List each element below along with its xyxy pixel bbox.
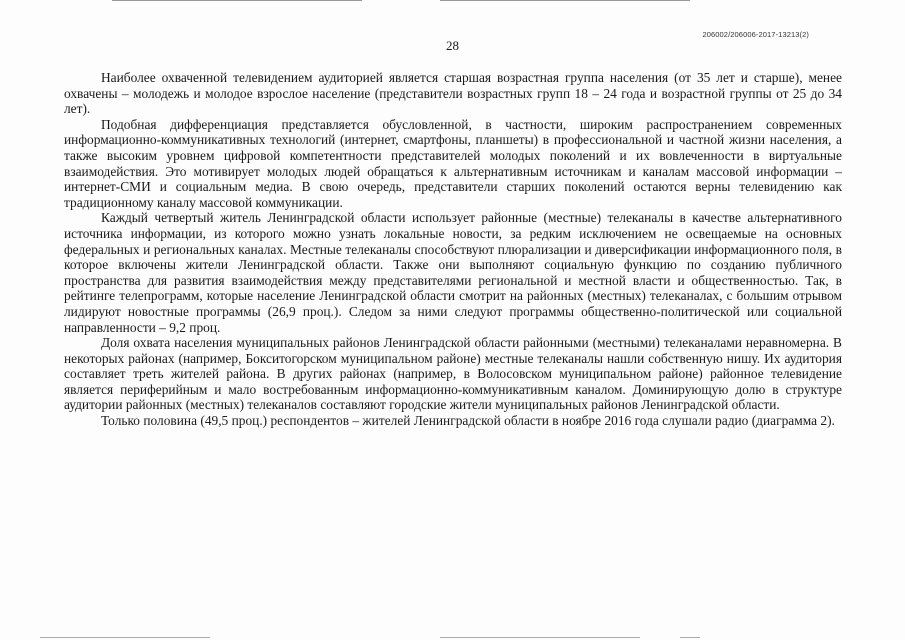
bottom-scan-line bbox=[680, 637, 700, 638]
page-number: 28 bbox=[446, 38, 459, 53]
paragraph-differentiation: Подобная дифференциация представляется обусловленной, в частности, широким распространением современных информационно-коммуникативных технологий (интернет, смартфоны, планшеты) в профессиональной и частной жизни населения, а также высоким уровнем цифровой компетентности представителей молодых поколений и их вовлеченности в виртуальные взаимодействия. Это мотивирует молодых людей обращаться к альтернативным источникам и каналам массовой информации – интернет-СМИ и социальным медиа. В свою очередь, представители старших поколений остаются верны телевидению как традиционному каналу массовой коммуникации. bbox=[64, 116, 842, 210]
bottom-scan-line bbox=[40, 637, 210, 638]
top-scan-line bbox=[440, 0, 690, 1]
body-text bbox=[64, 70, 842, 429]
paragraph-local-tv: Каждый четвертый житель Ленинградской области использует районные (местные) телеканалы в качестве альтернативного источника информации, из которого можно узнать локальные новости, за редким исключением не освещаемые на основных федеральных и региональных каналах. Местные телеканалы способствуют плюрализации и диверсификации информационного поля, в которое включены жители Ленинградской области. Также они выполняют социальную функцию по созданию публичного пространства для развития взаимодействия между представителями региональной и местной власти и общественностью. Так, в рейтинге телепрограмм, которые население Ленинградской области смотрит на районных (местных) телеканалах, с большим отрывом лидируют новостные программы (26,9 проц.). Следом за ними следуют программы общественно-политической или социальной направленности – 9,2 проц. bbox=[64, 210, 842, 335]
top-scan-line bbox=[112, 0, 362, 1]
paragraph-tv-audience-age: Наиболее охваченной телевидением аудиторией является старшая возрастная группа населения (от 35 лет и старше), менее охвачены – молодежь и молодое взрослое население (представители возрастных групп 18 – 24 года и возрастной группы от 25 до 34 лет). bbox=[64, 70, 842, 117]
document-id: 206002/206006-2017-13213(2) bbox=[702, 30, 809, 39]
bottom-scan-line bbox=[440, 637, 640, 638]
paragraph-coverage-share: Доля охвата населения муниципальных районов Ленинградской области районными (местными) телеканалами неравномерна. В некоторых районах (например, Бокситогорском муниципальном районе) местные телеканалы нашли собственную нишу. Их аудитория составляет треть жителей района. В других районах (например, в Волосовском муниципальном районе) районное телевидение является периферийным и мало востребованным информационно-коммуникативным каналом. Доминирующую долю в структуре аудитории районных (местных) телеканалов составляют городские жители муниципальных районов Ленинградской области. bbox=[64, 335, 842, 413]
paragraph-radio: Только половина (49,5 проц.) респондентов – жителей Ленинградской области в ноябре 2016 года слушали радио (диаграмма 2). bbox=[101, 413, 835, 429]
